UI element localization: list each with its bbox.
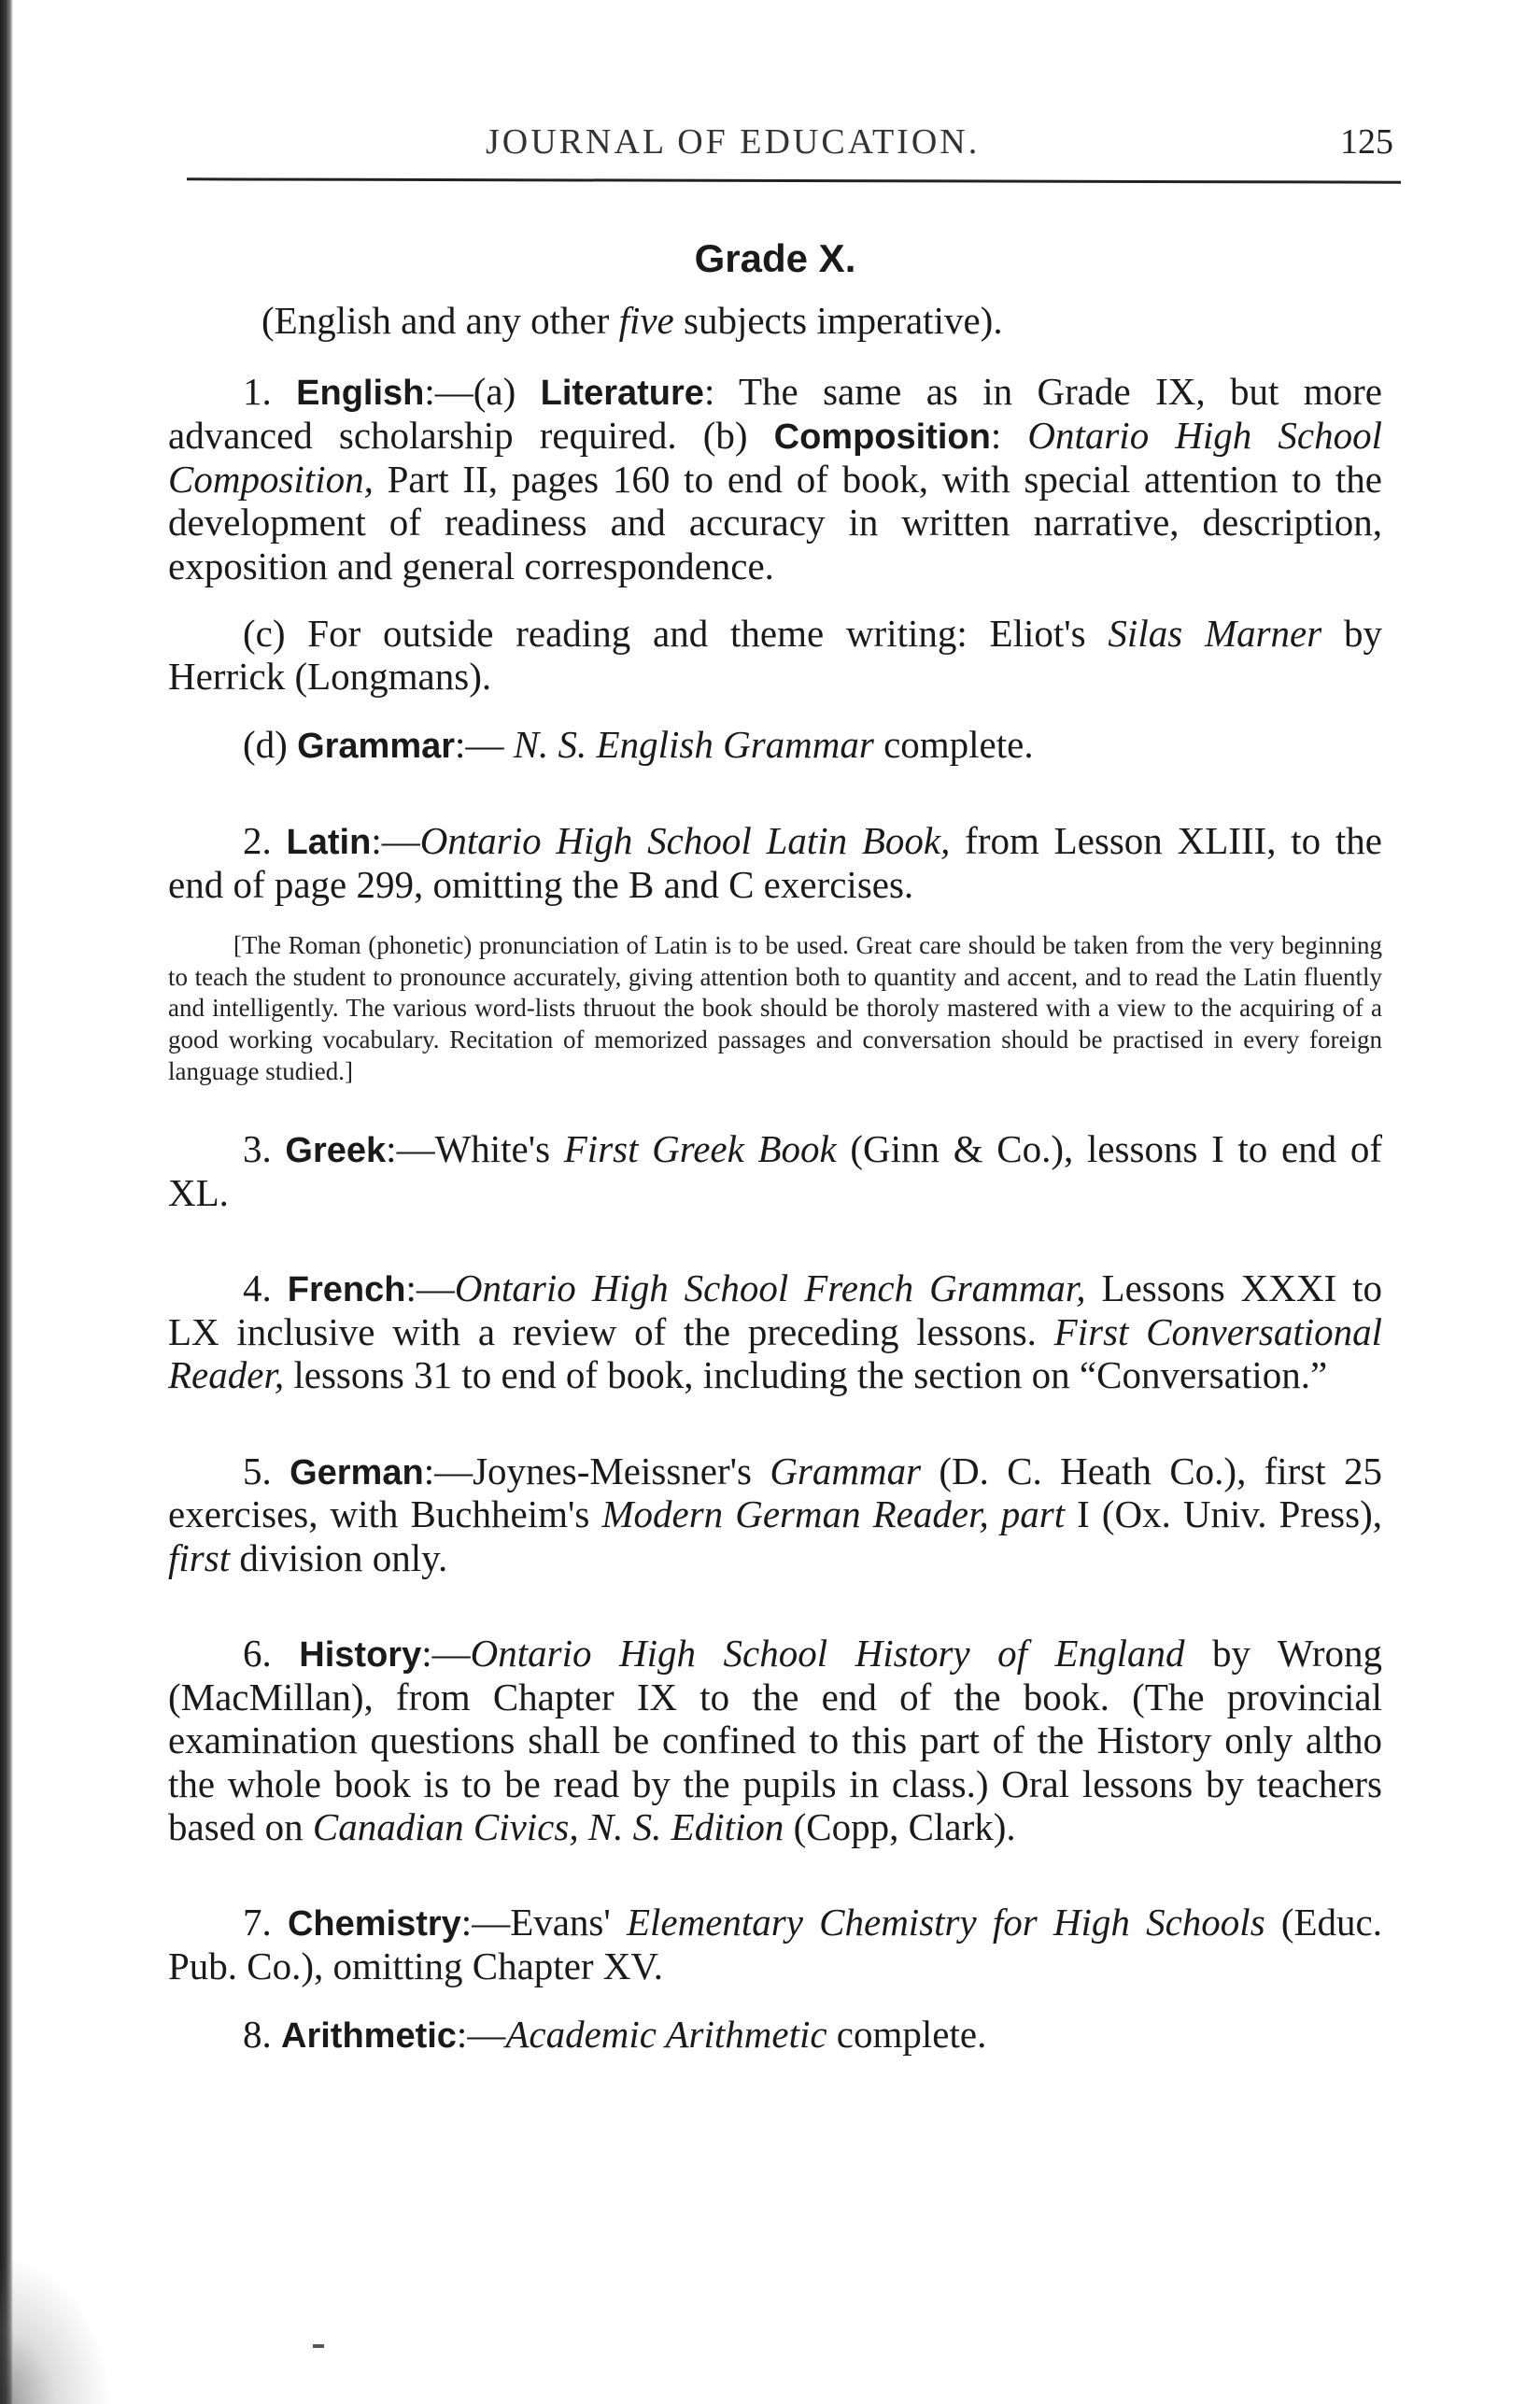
subject-text: :—White's xyxy=(386,1126,564,1170)
subject-text: from Lesson XLIII, to the end of page 299, omitting the B and C exercises. xyxy=(168,818,1383,906)
subject-text: :— xyxy=(421,1632,471,1676)
book-title: Ontario High School Composition, xyxy=(168,414,1382,502)
subject-number: 8. xyxy=(243,2012,281,2056)
subject-label: French xyxy=(287,1269,406,1309)
subject-text: :—(a) xyxy=(424,370,541,414)
book-title: Modern German Reader, part xyxy=(601,1492,1066,1536)
subject-text: by Wrong (MacMillan), from Chapter IX to the end of the book. (The provincial examination questions shall be confined to this part of the History only altho the whole book is to be read by the pupils in class.) Oral lessons by teachers based on xyxy=(168,1632,1383,1849)
intro-text: (English and any other xyxy=(261,299,619,342)
subject-chemistry xyxy=(168,1901,1382,1987)
page-number: 125 xyxy=(1340,122,1393,162)
subject-text: by Herrick (Longmans). xyxy=(168,612,1383,699)
grade-intro xyxy=(261,298,1382,344)
book-title: N. S. English Grammar xyxy=(513,722,874,766)
subject-english xyxy=(168,370,1382,587)
subject-text: :—Joynes-Meissner's xyxy=(423,1449,770,1492)
english-grammar xyxy=(168,723,1382,767)
latin-pronunciation-note: [The Roman (phonetic) pronunciation of Latin is to be used. Great care should be taken from the very beginning to teach the student to pronounce accurately, giving attention both to quantity and accent, and to read the Latin fluently and intelligently. The various word-lists thruout the book should be thoroly mastered with a view to the acquiring of a good working vocabulary. Recitation of memorized passages and conversation should be practised in every foreign language studied.] xyxy=(168,930,1382,1085)
subject-latin xyxy=(168,819,1382,906)
subject-text: complete. xyxy=(827,2012,987,2056)
spacer xyxy=(168,1873,1382,1901)
subject-label: History xyxy=(299,1635,422,1676)
composition-label: Composition xyxy=(773,417,991,458)
subject-text: : The same as in Grade IX, but more advanced scholarship required. (b) xyxy=(168,370,1382,458)
subject-text: Lessons XXXI to LX inclusive with a review of the preceding lessons. xyxy=(168,1266,1383,1353)
intro-text-end: subjects imperative). xyxy=(673,299,1003,342)
english-outside-reading xyxy=(168,612,1382,699)
book-title: First Conversational Reader, xyxy=(168,1309,1382,1397)
journal-title: JOURNAL OF EDUCATION. xyxy=(486,122,981,162)
book-title: Silas Marner xyxy=(1108,612,1322,656)
subject-text: (Educ. Pub. Co.), omitting Chapter XV. xyxy=(168,1901,1383,1988)
spacer xyxy=(168,1604,1382,1632)
scan-speck xyxy=(313,2344,324,2348)
subject-text: complete. xyxy=(873,722,1034,766)
grammar-label: Grammar xyxy=(297,726,456,766)
subject-text: (Copp, Clark). xyxy=(784,1805,1016,1849)
grade-title: Grade X. xyxy=(694,236,856,280)
subject-text: lessons 31 to end of book, including the section on “Conversation.” xyxy=(284,1353,1328,1397)
subject-label: Latin xyxy=(286,822,372,862)
subject-text: (D. C. Heath Co.), first 25 exercises, with Buchheim's xyxy=(168,1449,1382,1536)
book-title: Canadian Civics, N. S. Edition xyxy=(312,1805,784,1849)
subject-text: division only. xyxy=(230,1535,448,1579)
subject-number: 1. xyxy=(243,370,297,414)
subject-greek xyxy=(168,1127,1382,1214)
book-title: First Greek Book xyxy=(563,1126,837,1170)
book-title: Ontario High School French Grammar, xyxy=(454,1266,1086,1309)
subject-number: 2. xyxy=(243,818,287,862)
subject-label: Chemistry xyxy=(287,1904,461,1944)
subject-number: 5. xyxy=(243,1449,290,1492)
subject-number: 7. xyxy=(243,1901,288,1944)
emphasis: first xyxy=(168,1535,231,1579)
subject-text: (c) For outside reading and theme writing: Eliot's xyxy=(243,612,1109,656)
spacer xyxy=(168,791,1382,819)
book-title: Elementary Chemistry for High Schools xyxy=(626,1901,1265,1944)
subject-text: :— xyxy=(405,1266,455,1309)
spacer xyxy=(168,1238,1382,1266)
subject-text: I (Ox. Univ. Press), xyxy=(1065,1492,1382,1536)
subject-german xyxy=(168,1449,1382,1580)
subject-number: 4. xyxy=(243,1266,288,1309)
subject-text: :— xyxy=(371,818,420,862)
subject-label: Greek xyxy=(285,1130,387,1170)
scan-binding-edge xyxy=(0,0,13,2404)
book-title: Grammar xyxy=(770,1449,922,1492)
subject-text: :— xyxy=(456,2012,506,2056)
running-head xyxy=(168,112,1393,168)
book-title: Ontario High School Latin Book, xyxy=(419,818,951,862)
scan-corner-shadow xyxy=(0,2255,112,2404)
subject-number: 3. xyxy=(243,1126,286,1170)
subject-label: English xyxy=(296,374,425,414)
subject-text: Part II, pages 160 to end of book, with special attention to the development of readiness and accuracy in written narrative, description, exposition and general correspondence. xyxy=(168,458,1382,587)
subject-number: 6. xyxy=(243,1632,300,1676)
subject-text: : xyxy=(990,414,1028,458)
subject-label: Arithmetic xyxy=(281,2015,457,2056)
subject-text: (Ginn & Co.), lessons I to end of XL. xyxy=(168,1126,1382,1214)
subject-text: (d) xyxy=(243,722,298,766)
book-title: Academic Arithmetic xyxy=(505,2012,827,2056)
subject-history xyxy=(168,1632,1382,1848)
page-content xyxy=(168,112,1393,2081)
intro-emphasis: five xyxy=(618,299,674,342)
subject-french xyxy=(168,1266,1382,1397)
book-title: Ontario High School History of England xyxy=(470,1632,1185,1676)
literature-label: Literature xyxy=(540,374,704,414)
subject-label: German xyxy=(290,1452,424,1492)
subject-arithmetic xyxy=(168,2013,1382,2057)
header-rule xyxy=(187,177,1401,183)
spacer xyxy=(168,1421,1382,1449)
subject-text: :—Evans' xyxy=(460,1901,627,1944)
subject-text: :— xyxy=(455,722,514,766)
